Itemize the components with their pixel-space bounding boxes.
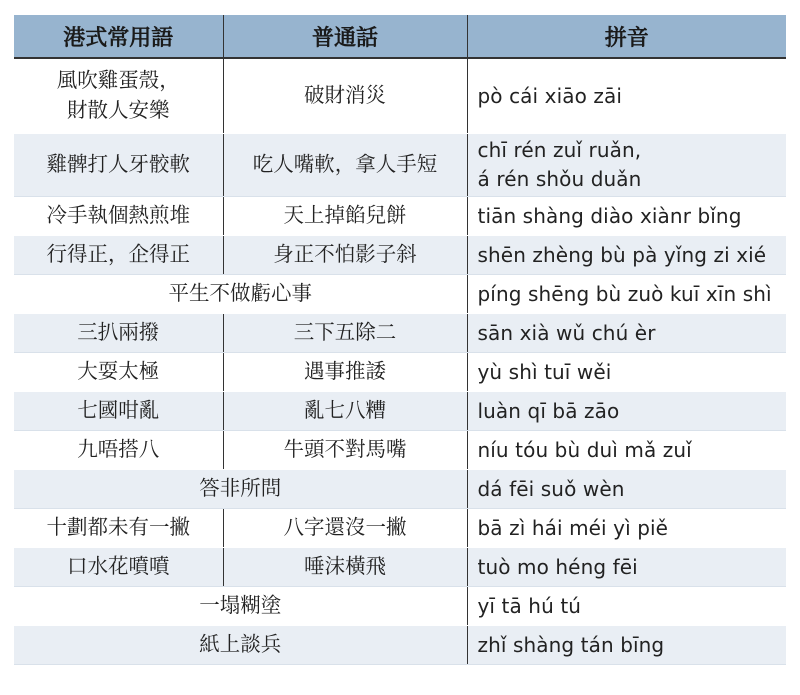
merged-phrase-cell: 紙上談兵 <box>14 626 467 665</box>
table-row <box>14 587 786 626</box>
merged-phrase-cell: 平生不做虧心事 <box>14 275 467 314</box>
pinyin-cell: níu tóu bù duì mǎ zuǐ <box>467 431 786 470</box>
hk-phrase-cell: 十劃都未有一撇 <box>14 509 223 548</box>
pinyin-line: chī rén zuǐ ruǎn, <box>477 138 642 162</box>
header-hk-phrase: 港式常用語 <box>14 15 223 58</box>
pinyin-cell: luàn qī bā zāo <box>467 392 786 431</box>
hk-phrase-cell: 口水花噴噴 <box>14 548 223 587</box>
merged-phrase-cell: 一塌糊塗 <box>14 587 467 626</box>
hk-phrase-line: 財散人安樂 <box>67 98 170 122</box>
table-row <box>14 470 786 509</box>
table-row <box>14 353 786 392</box>
pinyin-cell: sān xià wǔ chú èr <box>467 314 786 353</box>
putonghua-cell: 唾沫橫飛 <box>223 548 467 587</box>
hk-phrase-cell: 雞髀打人牙骹軟 <box>14 134 223 197</box>
hk-phrase-cell: 行得正，企得正 <box>14 236 223 275</box>
pinyin-cell: dá fēi suǒ wèn <box>467 470 786 509</box>
putonghua-cell: 破財消災 <box>223 58 467 134</box>
table-row <box>14 58 786 134</box>
putonghua-cell: 吃人嘴軟，拿人手短 <box>223 134 467 197</box>
merged-phrase-cell: 答非所問 <box>14 470 467 509</box>
hk-phrase-cell: 三扒兩撥 <box>14 314 223 353</box>
pinyin-cell: píng shēng bù zuò kuī xīn shì <box>467 275 786 314</box>
table-row <box>14 431 786 470</box>
putonghua-cell: 牛頭不對馬嘴 <box>223 431 467 470</box>
hk-phrase-cell: 冷手執個熱煎堆 <box>14 197 223 236</box>
putonghua-cell: 三下五除二 <box>223 314 467 353</box>
hk-phrase-cell: 七國咁亂 <box>14 392 223 431</box>
idiom-table <box>14 15 786 665</box>
table-row <box>14 275 786 314</box>
table-row <box>14 134 786 197</box>
pinyin-line: á rén shǒu duǎn <box>477 167 642 191</box>
table-row <box>14 626 786 665</box>
table-row <box>14 314 786 353</box>
table-header-row <box>14 15 786 58</box>
pinyin-cell: bā zì hái méi yì piě <box>467 509 786 548</box>
table-row <box>14 509 786 548</box>
table-row <box>14 548 786 587</box>
pinyin-cell <box>467 134 786 197</box>
putonghua-cell: 身正不怕影子斜 <box>223 236 467 275</box>
header-pinyin: 拼音 <box>467 15 786 58</box>
table-row <box>14 392 786 431</box>
pinyin-cell: shēn zhèng bù pà yǐng zi xié <box>467 236 786 275</box>
pinyin-cell: tiān shàng diào xiànr bǐng <box>467 197 786 236</box>
putonghua-cell: 亂七八糟 <box>223 392 467 431</box>
putonghua-cell: 遇事推諉 <box>223 353 467 392</box>
hk-phrase-cell: 九唔搭八 <box>14 431 223 470</box>
header-putonghua: 普通話 <box>223 15 467 58</box>
pinyin-cell: pò cái xiāo zāi <box>467 58 786 134</box>
putonghua-cell: 八字還沒一撇 <box>223 509 467 548</box>
hk-phrase-cell <box>14 58 223 134</box>
pinyin-cell: yù shì tuī wěi <box>467 353 786 392</box>
putonghua-cell: 天上掉餡兒餅 <box>223 197 467 236</box>
table-row <box>14 236 786 275</box>
hk-phrase-line: 風吹雞蛋殼， <box>56 68 180 93</box>
hk-phrase-cell: 大耍太極 <box>14 353 223 392</box>
idiom-table-container <box>14 15 786 665</box>
pinyin-cell: yī tā hú tú <box>467 587 786 626</box>
pinyin-cell: tuò mo héng fēi <box>467 548 786 587</box>
pinyin-cell: zhǐ shàng tán bīng <box>467 626 786 665</box>
table-row <box>14 197 786 236</box>
